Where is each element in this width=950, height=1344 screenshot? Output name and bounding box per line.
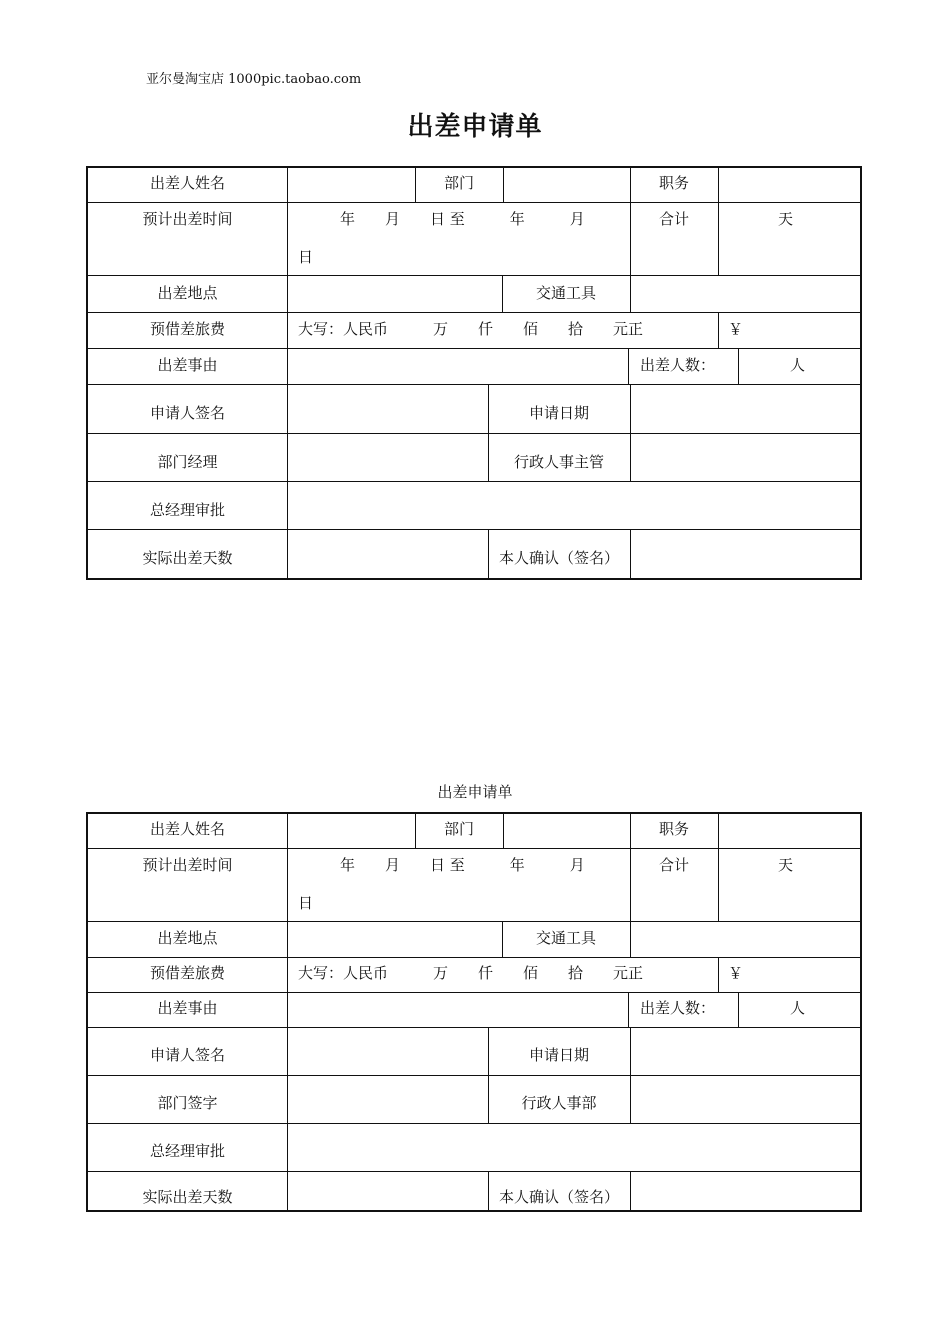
dept-label: 部门 (443, 174, 474, 192)
total-label: 合计 (658, 210, 689, 228)
reason-field[interactable] (288, 349, 628, 384)
total-unit[interactable]: 天 (778, 210, 794, 228)
period-text[interactable]: 年 月 日 至 年 月 (340, 210, 585, 228)
gm-approval-label: 总经理审批 (149, 501, 225, 519)
people-unit[interactable]: 人 (790, 356, 806, 374)
apply-date-label: 申请日期 (528, 1046, 589, 1064)
hr-dept-label: 行政人事部 (521, 1094, 597, 1112)
gm-approval-field[interactable] (288, 482, 860, 529)
people-label: 出差人数： (640, 999, 716, 1017)
reason-label: 出差事由 (157, 999, 218, 1017)
period-day: 日 (298, 894, 314, 912)
actual-days-field[interactable] (288, 530, 488, 578)
gm-approval-field[interactable] (288, 1124, 860, 1171)
name-label: 出差人姓名 (149, 820, 225, 838)
dept-label: 部门 (443, 820, 474, 838)
hr-supervisor-field[interactable] (631, 434, 860, 481)
dept-manager-label: 部门经理 (157, 453, 218, 471)
currency-symbol: ￥ (728, 320, 744, 338)
people-label: 出差人数： (640, 356, 716, 374)
hr-dept-field[interactable] (631, 1076, 860, 1123)
applicant-sign-field[interactable] (288, 1028, 488, 1075)
dept-manager-field[interactable] (288, 434, 488, 481)
travel-request-form-2 (86, 812, 862, 1212)
place-field[interactable] (288, 922, 502, 957)
transport-label: 交通工具 (535, 284, 596, 302)
self-confirm-field[interactable] (631, 530, 860, 578)
advance-label: 预借差旅费 (149, 320, 225, 338)
advance-label: 预借差旅费 (149, 964, 225, 982)
applicant-sign-field[interactable] (288, 385, 488, 433)
currency-symbol: ￥ (728, 964, 744, 982)
name-field[interactable] (288, 168, 415, 202)
apply-date-field[interactable] (631, 1028, 860, 1075)
people-unit[interactable]: 人 (790, 999, 806, 1017)
page-title: 出差申请单 (407, 112, 543, 142)
hr-supervisor-label: 行政人事主管 (513, 453, 604, 471)
actual-days-label: 实际出差天数 (142, 549, 233, 567)
advance-text[interactable]: 大写：人民币 万 仟 佰 拾 元正 (298, 320, 644, 338)
name-field[interactable] (288, 814, 415, 848)
total-label: 合计 (658, 856, 689, 874)
period-text[interactable]: 年 月 日 至 年 月 (340, 856, 585, 874)
dept-field[interactable] (504, 168, 630, 202)
place-label: 出差地点 (157, 929, 218, 947)
name-label: 出差人姓名 (149, 174, 225, 192)
transport-field[interactable] (631, 922, 860, 957)
dept-sign-label: 部门签字 (157, 1094, 218, 1112)
applicant-sign-label: 申请人签名 (149, 404, 225, 422)
dept-sign-field[interactable] (288, 1076, 488, 1123)
position-field[interactable] (719, 814, 860, 848)
place-field[interactable] (288, 276, 502, 312)
self-confirm-label: 本人确认（签名） (498, 549, 619, 567)
form2-title: 出差申请单 (437, 783, 513, 801)
position-label: 职务 (658, 820, 689, 838)
period-label: 预计出差时间 (142, 210, 233, 228)
travel-request-form-1 (86, 166, 862, 580)
period-label: 预计出差时间 (142, 856, 233, 874)
self-confirm-field[interactable] (631, 1172, 860, 1210)
applicant-sign-label: 申请人签名 (149, 1046, 225, 1064)
transport-label: 交通工具 (535, 929, 596, 947)
reason-label: 出差事由 (157, 356, 218, 374)
header-note: 亚尔曼淘宝店 1000pic.taobao.com (146, 72, 362, 87)
advance-text[interactable]: 大写：人民币 万 仟 佰 拾 元正 (298, 964, 644, 982)
place-label: 出差地点 (157, 284, 218, 302)
transport-field[interactable] (631, 276, 860, 312)
dept-field[interactable] (504, 814, 630, 848)
total-unit[interactable]: 天 (778, 856, 794, 874)
self-confirm-label: 本人确认（签名） (498, 1188, 619, 1206)
gm-approval-label: 总经理审批 (149, 1142, 225, 1160)
apply-date-field[interactable] (631, 385, 860, 433)
actual-days-label: 实际出差天数 (142, 1188, 233, 1206)
apply-date-label: 申请日期 (528, 404, 589, 422)
reason-field[interactable] (288, 993, 628, 1027)
position-field[interactable] (719, 168, 860, 202)
actual-days-field[interactable] (288, 1172, 488, 1210)
position-label: 职务 (658, 174, 689, 192)
period-day: 日 (298, 248, 314, 266)
